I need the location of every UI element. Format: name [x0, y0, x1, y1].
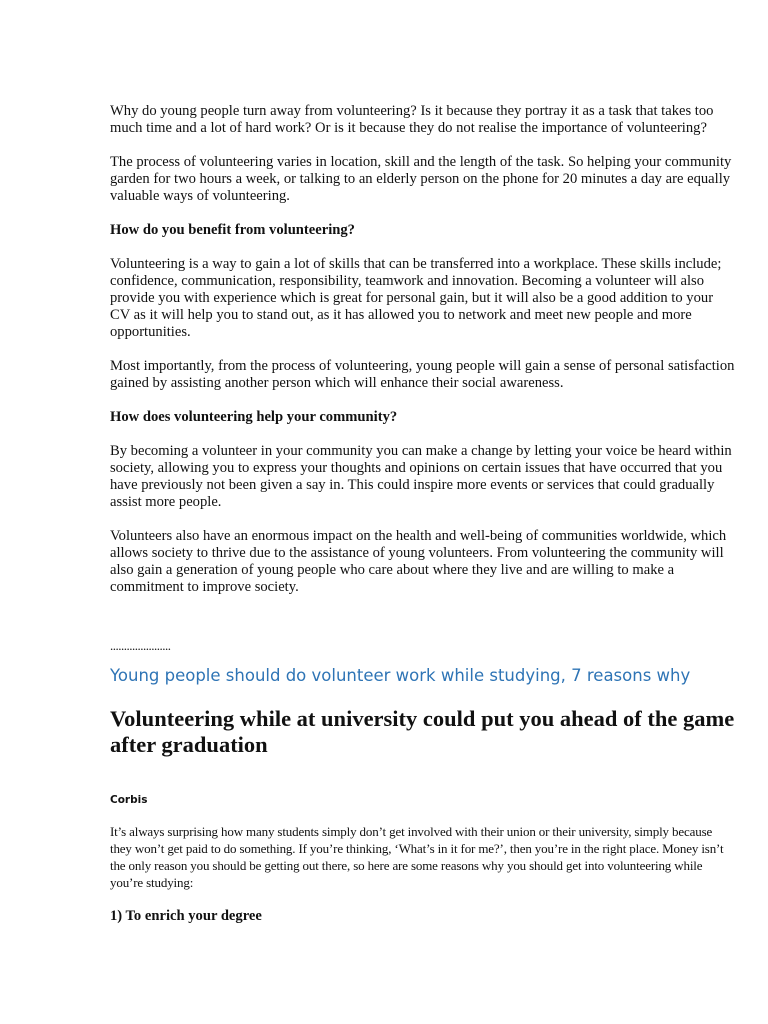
reason-heading-1: 1) To enrich your degree [110, 908, 262, 924]
paragraph-process: The process of volunteering varies in location, skill and the length of the task. So helping your community garden for two hours a week, or talking to an elderly person on the phone for 20 minutes a day are equally valuable ways of volunteering. [110, 154, 732, 204]
heading-community: How does volunteering help your community? [110, 409, 398, 425]
paragraph-voice: By becoming a volunteer in your community you can make a change by letting your voice be heard within society, allowing you to express your thoughts and opinions on certain issues that have occurred that you have previously not been given a say in. This could inspire more events or services that could gradually assist more people. [110, 443, 732, 510]
heading-benefit: How do you benefit from volunteering? [110, 222, 355, 238]
paragraph-satisfaction: Most importantly, from the process of volunteering, young people will gain a sense of personal satisfaction gained by assisting another person which will enhance their social awareness. [110, 358, 735, 391]
paragraph-skills: Volunteering is a way to gain a lot of skills that can be transferred into a workplace. These skills include; confidence, communication, responsibility, teamwork and innovation. Becoming a volunteer will also provide you with experience which is great for personal gain, but it will also be a good addition to your CV as it will help you to stand out, as it has allowed you to network and meet new people and more opportunities. [110, 256, 722, 340]
paragraph-impact: Volunteers also have an enormous impact on the health and well-being of communities worldwide, which allows society to thrive due to the assistance of young volunteers. From volunteering the community will also gain a generation of young people who care about where they live and are willing to make a commitment to improve society. [110, 528, 727, 595]
article-headline: Volunteering while at university could put you ahead of the game after graduation [110, 706, 735, 757]
document-page [110, 103, 735, 925]
article-link-title[interactable]: Young people should do volunteer work while studying, 7 reasons why [110, 666, 691, 685]
separator-dots: ...................... [110, 638, 171, 653]
paragraph-university-intro: It’s always surprising how many students simply don’t get involved with their union or their university, simply because they won’t get paid to do something. If you’re thinking, ‘What’s in it for me?’, then you’re in the right place. Money isn’t the only reason you should be getting out there, so here are some reasons why you should get into volunteering while you’re studying: [110, 824, 724, 890]
paragraph-intro-question: Why do young people turn away from volunteering? Is it because they portray it as a task that takes too much time and a lot of hard work? Or is it because they do not realise the importance of volunteering? [110, 103, 714, 136]
image-credit: Corbis [110, 794, 148, 806]
